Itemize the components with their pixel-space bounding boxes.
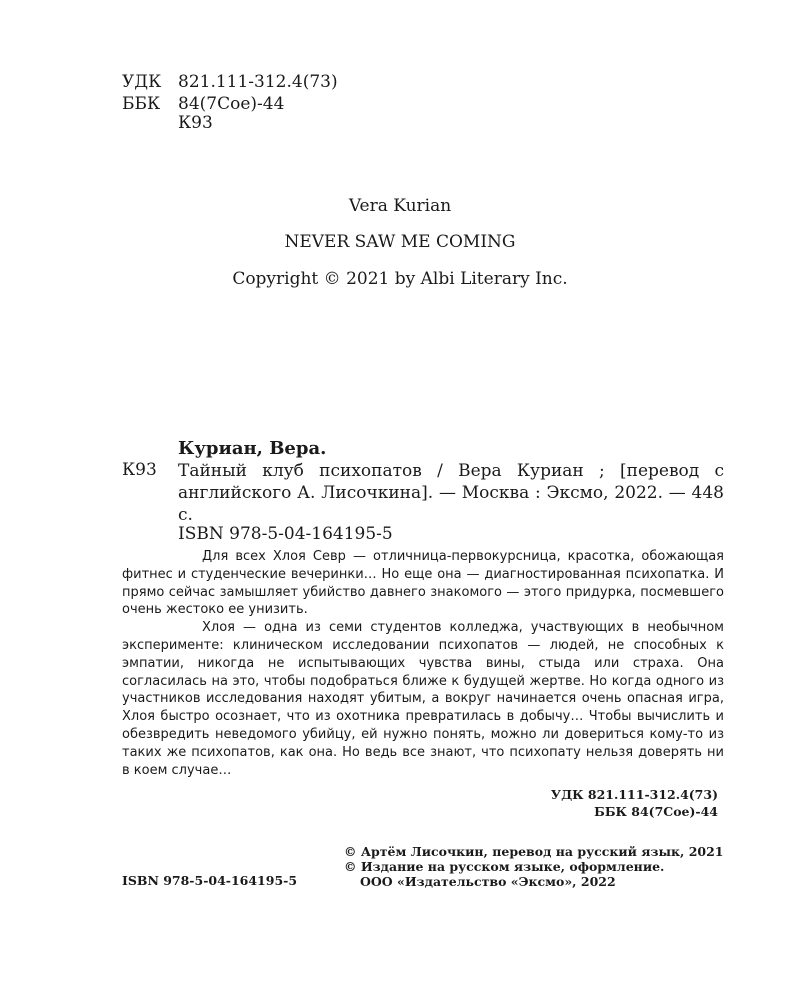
- bib-description: Тайный клуб психопатов / Вера Куриан ; [перевод с английского А. Лисочкина]. — Москва : Эксмо, 2022. — 448 с.: [178, 461, 724, 525]
- bib-author-heading: Куриан, Вера.: [178, 438, 327, 459]
- author-code-top: К93: [178, 113, 213, 133]
- original-title: NEVER SAW ME COMING: [284, 232, 516, 252]
- bbk-label: ББК: [122, 94, 161, 114]
- annotation-paragraph-1: Для всех Хлоя Севр — отличница-первокурсница, красотка, обожающая фитнес и студенческие вечеринки… Но еще она — диагностированная психопатка. И прямо сейчас замышляет убийство давнего знакомого — этого придурка, посмевшего очень жестоко ее унизить.: [122, 549, 724, 618]
- udk-label: УДК: [122, 72, 162, 92]
- bbk-bottom: ББК 84(7Сое)-44: [594, 804, 718, 819]
- bib-isbn: ISBN 978-5-04-164195-5: [178, 524, 393, 544]
- copyright-edition-2: ООО «Издательство «Эксмо», 2022: [360, 874, 616, 889]
- udk-value: 821.111-312.4(73): [178, 72, 338, 92]
- bbk-value: 84(7Сое)-44: [178, 94, 285, 114]
- original-copyright: Copyright © 2021 by Albi Literary Inc.: [232, 269, 568, 289]
- original-author: Vera Kurian: [348, 196, 452, 216]
- bib-author-code: К93: [122, 460, 157, 480]
- copyright-translation: © Артём Лисочкин, перевод на русский язык, 2021: [344, 844, 724, 859]
- copyright-edition-1: © Издание на русском языке, оформление.: [344, 859, 665, 874]
- udk-bottom: УДК 821.111-312.4(73): [550, 787, 718, 802]
- annotation-paragraph-2: Хлоя — одна из семи студентов колледжа, участвующих в необычном эксперименте: клиническом исследовании психопатов — людей, не способных к эмпатии, никогда не испытывающих чувства вины, стыда или страха. Она согласилась на это, чтобы подобраться ближе к будущей жертве. Но когда одного из участников исследования находят убитым, а вокруг начинается очень опасная игра, Хлоя быстро осознает, что из охотника превратилась в добычу… Чтобы вычислить и обезвредить неведомого убийцу, ей нужно понять, можно ли довериться кому-то из таких же психопатов, как она. Но ведь все знают, что психопату нельзя доверять ни в коем случае…: [122, 620, 724, 778]
- isbn-bottom: ISBN 978-5-04-164195-5: [122, 873, 298, 888]
- annotation: [122, 548, 724, 779]
